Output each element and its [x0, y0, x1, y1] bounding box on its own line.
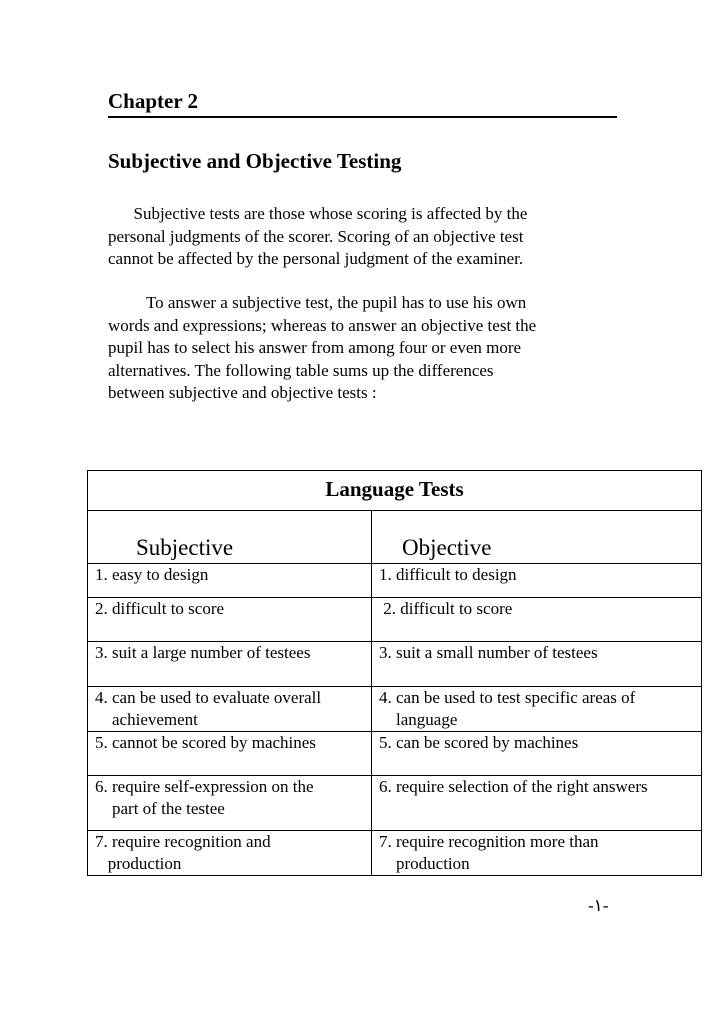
table-row: [88, 687, 702, 732]
subjective-cell: 3. suit a large number of testees: [88, 642, 372, 687]
subjective-cell: 7. require recognition and production: [88, 831, 372, 876]
subjective-cell: 6. require self-expression on the part of the testee: [88, 776, 372, 831]
objective-column-header: Objective: [372, 511, 702, 564]
intro-paragraph: Subjective tests are those whose scoring is affected by the personal judgments of the scorer. Scoring of an objective test cannot be affected by the personal judgment of the examiner.: [108, 204, 528, 268]
table-header-row: [88, 511, 702, 564]
comparison-paragraph: To answer a subjective test, the pupil has to use his own words and expressions; whereas to answer an objective test the pupil has to select his answer from among four or even more alternatives. The following table sums up the differences between subjective and objective tests :: [108, 293, 537, 402]
objective-cell: 6. require selection of the right answers: [372, 776, 702, 831]
table-row: [88, 831, 702, 876]
table-caption-row: [88, 471, 702, 511]
subjective-cell: 4. can be used to evaluate overall achievement: [88, 687, 372, 732]
objective-cell: 5. can be scored by machines: [372, 732, 702, 776]
table-row: [88, 732, 702, 776]
table-row: [88, 564, 702, 598]
objective-cell: 4. can be used to test specific areas of language: [372, 687, 702, 732]
objective-cell: 7. require recognition more than production: [372, 831, 702, 876]
subjective-cell: 2. difficult to score: [88, 598, 372, 642]
chapter-heading: Chapter 2: [108, 88, 617, 118]
objective-cell: 3. suit a small number of testees: [372, 642, 702, 687]
subjective-column-header: Subjective: [88, 511, 372, 564]
language-tests-table: [87, 470, 701, 876]
table-row: [88, 598, 702, 642]
table-row: [88, 776, 702, 831]
objective-cell: 2. difficult to score: [372, 598, 702, 642]
subjective-cell: 1. easy to design: [88, 564, 372, 598]
table-row: [88, 642, 702, 687]
page-title: Subjective and Objective Testing: [108, 149, 402, 173]
objective-cell: 1. difficult to design: [372, 564, 702, 598]
subjective-cell: 5. cannot be scored by machines: [88, 732, 372, 776]
page-number: -١-: [588, 896, 609, 915]
table-caption: Language Tests: [88, 471, 702, 511]
